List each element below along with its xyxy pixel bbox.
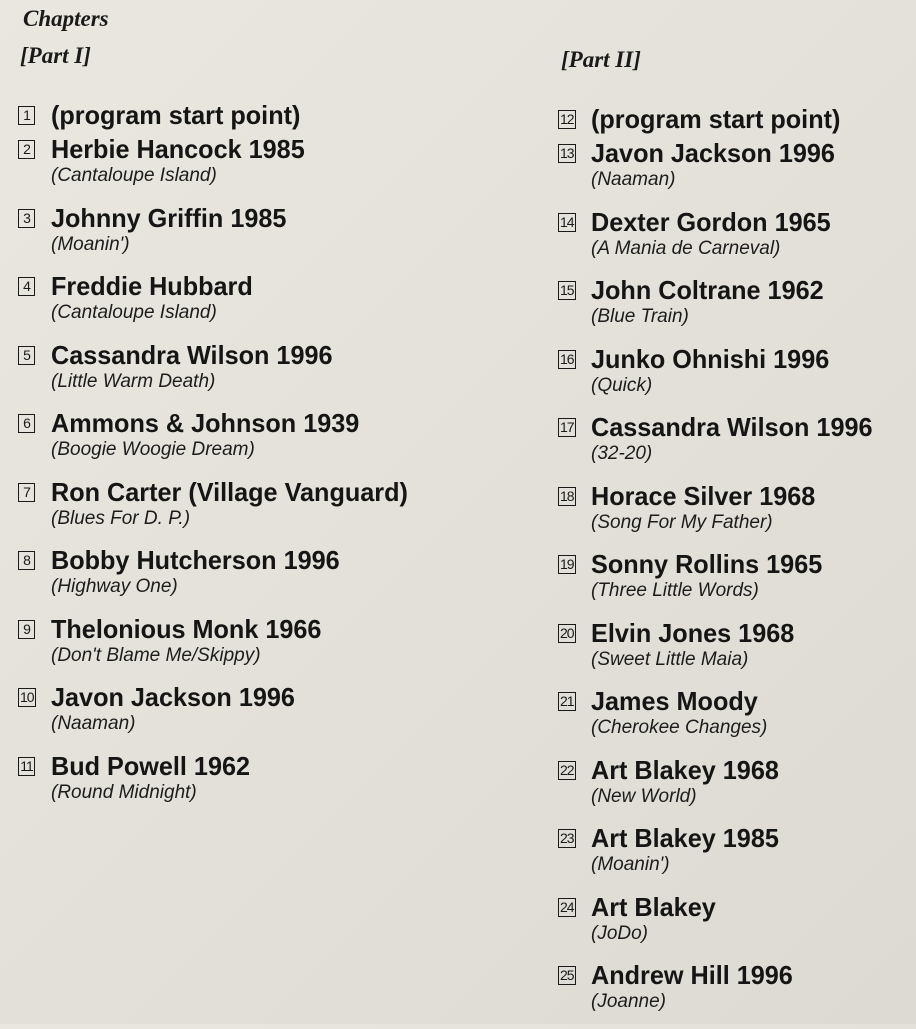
chapter-artist: Thelonious Monk 1966 [51,613,322,644]
chapter-artist: Art Blakey 1968 [591,754,779,785]
chapter-number-box: 4 [18,277,35,296]
chapter-artist: Horace Silver 1968 [591,480,816,511]
chapter-item [558,892,908,961]
chapter-number-box: 13 [560,145,574,161]
chapter-item [558,481,908,550]
chapter-song: (Naaman) [51,713,136,734]
chapter-artist: Johnny Griffin 1985 [51,202,287,233]
part-1-title: [Part I] [20,43,91,68]
chapter-artist: Javon Jackson 1996 [51,682,295,712]
chapter-item [18,477,458,546]
chapter-item [558,104,908,138]
chapter-artist: Art Blakey 1985 [591,823,779,853]
chapter-item [18,134,458,203]
chapter-item [558,618,908,687]
chapter-artist: James Moody [591,686,758,716]
chapter-artist: Junko Ohnishi 1996 [591,343,830,374]
chapter-song: (Three Little Words) [591,580,759,601]
chapter-number-box: 14 [560,213,574,230]
chapter-song: (Round Midnight) [51,781,197,803]
chapter-item [558,823,908,892]
chapter-artist: Bobby Hutcherson 1996 [51,545,340,575]
chapter-number-box: 16 [560,350,574,367]
chapter-artist: Elvin Jones 1968 [591,617,795,648]
chapter-item [18,545,458,614]
chapter-number-box: 20 [560,624,574,641]
chapter-song: (Joanne) [591,991,666,1012]
chapter-artist: Sonny Rollins 1965 [591,549,823,579]
chapter-artist: Ron Carter (Village Vanguard) [51,476,408,507]
part-2-title: [Part II] [561,47,641,72]
chapter-song: (Blues For D. P.) [51,507,191,529]
chapter-artist: Cassandra Wilson 1996 [51,339,333,370]
chapter-artist: Dexter Gordon 1965 [591,206,831,237]
chapter-song: (Moanin') [591,854,670,875]
chapter-song: (Little Warm Death) [51,370,216,392]
chapter-item [558,275,908,344]
chapter-song: (Blue Train) [591,306,689,327]
chapter-artist: Ammons & Johnson 1939 [51,408,360,438]
chapter-number-box: 21 [560,693,574,709]
chapter-song: (JoDo) [591,922,649,944]
chapter-song: (Highway One) [51,576,178,597]
part-1-chapter-list [18,100,458,819]
chapter-song: (Sweet Little Maia) [591,648,749,670]
chapter-item [558,755,908,824]
chapter-artist: Andrew Hill 1996 [591,960,793,990]
chapter-song: (Naaman) [591,169,676,190]
chapter-song: (32-20) [591,443,653,464]
chapter-number-box: 1 [18,106,35,125]
chapter-artist: (program start point) [51,100,301,130]
chapter-item [18,682,458,751]
chapter-song: (Song For My Father) [591,511,773,533]
page-heading: Chapters [23,6,109,31]
chapter-number-box: 7 [18,483,35,502]
chapter-number-box: 19 [560,556,574,572]
chapter-number-box: 8 [18,551,35,570]
chapter-number-box: 9 [18,620,35,639]
chapter-item [558,412,908,481]
chapter-number-box: 3 [18,209,35,228]
chapter-number-box: 12 [560,111,574,127]
chapter-artist: Cassandra Wilson 1996 [591,412,873,442]
chapter-artist: Bud Powell 1962 [51,750,251,781]
part-2-chapter-list [558,104,908,1029]
chapter-song: (Boogie Woogie Dream) [51,439,255,460]
chapter-item [18,408,458,477]
chapter-item [18,271,458,340]
chapter-item [558,686,908,755]
chapter-item [18,340,458,409]
chapter-number-box: 6 [18,414,35,433]
chapter-artist: Herbie Hancock 1985 [51,134,305,164]
chapter-item [18,614,458,683]
chapter-number-box: 23 [560,830,574,846]
chapter-song: (Cantaloupe Island) [51,302,217,323]
chapter-item [558,207,908,276]
chapter-song: (Cantaloupe Island) [51,165,217,186]
chapter-number-box: 17 [560,419,574,435]
chapter-number-box: 5 [18,346,35,365]
chapter-item [18,751,458,820]
chapter-song: (Don't Blame Me/Skippy) [51,644,261,666]
chapter-song: (A Mania de Carneval) [591,237,781,259]
chapter-artist: Art Blakey [591,891,716,922]
chapter-number-box: 11 [18,757,35,776]
chapter-number-box: 15 [560,282,574,298]
chapter-item [558,549,908,618]
chapter-song: (New World) [591,785,697,807]
chapter-number-box: 25 [560,967,574,983]
chapter-item [18,100,458,134]
chapter-song: (Cherokee Changes) [591,717,768,738]
chapter-item [558,138,908,207]
chapter-song: (Moanin') [51,233,130,255]
chapter-number-box: 18 [560,487,574,504]
chapter-number-box: 10 [20,689,34,705]
chapter-item [18,203,458,272]
chapter-item [558,960,908,1029]
chapter-number-box: 24 [560,898,574,915]
chapter-artist: (program start point) [591,104,841,134]
chapter-artist: Freddie Hubbard [51,271,253,301]
chapter-item [558,344,908,413]
chapter-artist: Javon Jackson 1996 [591,138,835,168]
chapter-number-box: 2 [18,140,35,159]
chapter-song: (Quick) [591,374,653,396]
chapter-number-box: 22 [560,761,574,778]
chapter-artist: John Coltrane 1962 [591,275,824,305]
